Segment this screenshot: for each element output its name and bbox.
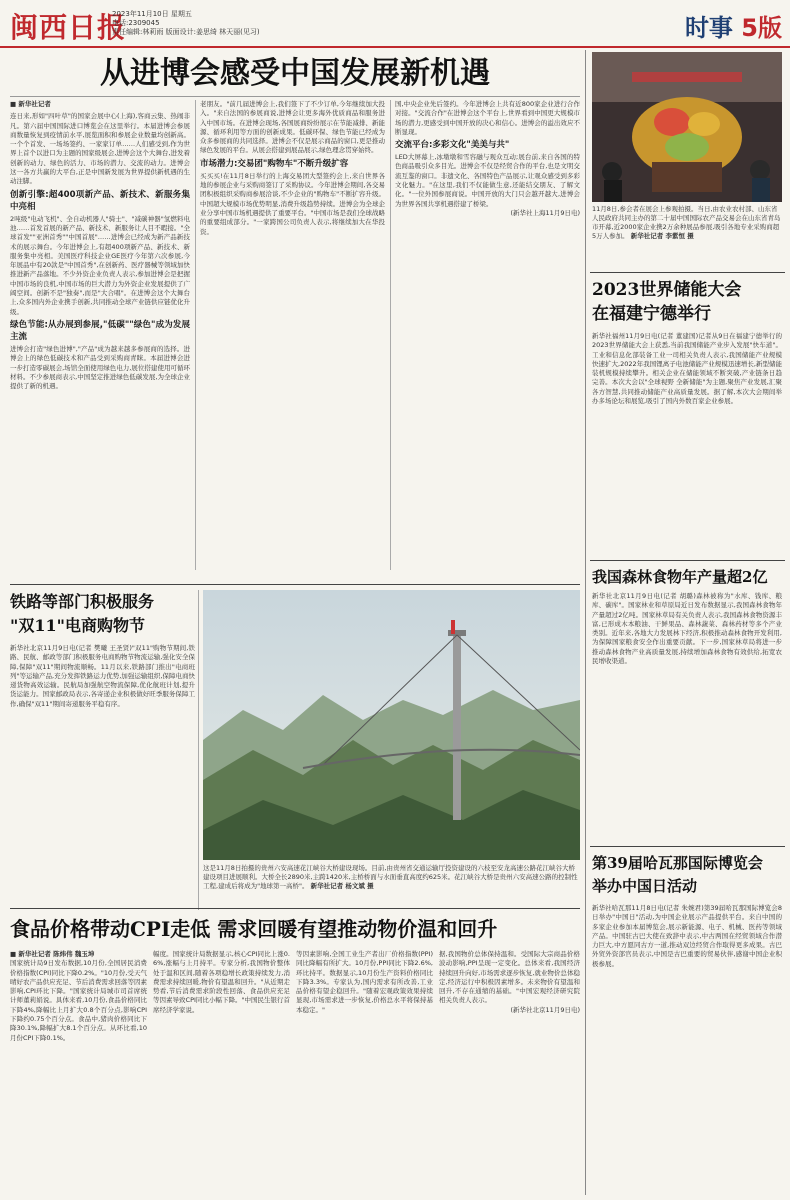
railway-headline [10,590,195,640]
main-subhead-1: 创新引擎:超400项新产品、新技术、新服务集中亮相 [10,189,190,212]
railway-headline-line2: "双11"电商购物节 [10,616,145,635]
newspaper-logo: 闽西日报 [10,11,127,44]
section-name: 时事 [684,14,733,42]
cpi-end-note: (新华社北京11月9日电) [510,1005,580,1014]
agriculture-photo-caption: 11月8日,参会者在展会上参观拍摄。当日,由农业农村部、山东省人民政府共同主办的第二十届中国国际农产品交易会在山东省青岛市开幕,近2000家企业携2万余种展品参展,吸引各地专业采购商超5万人参加。 [592,205,781,240]
bridge-photo-caption-block [203,864,580,902]
storage-headline [592,278,782,328]
bridge-photo [203,590,580,860]
cpi-col4 [439,950,580,1195]
page-number: 5版 [741,14,782,42]
agriculture-photo-credit: 新华社记者 李紫恒 摄 [630,232,694,240]
main-byline: ■ 新华社记者 [10,100,51,108]
agriculture-expo-photo [592,52,782,202]
cpi-col2: 幅度。国家统计局数据显示,核心CPI同比上涨0.6%,涨幅与上月持平。专家分析,我国物价整体处于温和区间,随着各项稳增长政策持续发力,消费需求持续回暖,物价有望温和回升。"从近期走势看,节后消费需求阶段性回落、食品供应充足等因素导致CPI同比小幅下降。"中国民生银行首席经济学家说。 [153,950,290,1014]
main-headline: 从进博会感受中国发展新机遇 [100,56,490,91]
havana-headline-line1: 第39届哈瓦那国际博览会 [592,854,763,872]
main-article-col2 [200,100,385,580]
storage-body: 新华社福州11月9日电(记者 董建国)记者从9日在福建宁德举行的2023世界储能大会上获悉,当前我国储能产业步入发展"快车道"。工业和信息化部装备工业一司相关负责人表示,我国储能产业规模快速扩大,2022年我国锂离子电池储能产业规模迅速增长,新型储能装机规模持续攀升。相关企业在储能领域不断突破,产业链条日趋完善。本次大会以"全球视野 全新储能"为主题,聚焦产业发展,汇聚各方智慧,共同推动储能产业高质量发展。据了解,本次大会期间举办多场论坛和展览,吸引了国内外数百家企业参展。 [592,332,782,406]
agriculture-photo-caption-block [592,205,782,267]
storage-headline-line1: 2023世界储能大会 [592,280,742,300]
editors-line: 责任编辑:林莉雨 版面设计:姜思绮 林天丽(见习) [112,28,260,36]
main-col3b-text: LED大屏幕上,冰墩墩和雪容融与观众互动;展台前,来自各国的特色商品吸引众多目光。进博会不仅是经贸合作的平台,也是文明交流互鉴的窗口。非遗文化、各国特色产品展示,让观众感受到多彩文化魅力。"在这里,我们不仅能做生意,还能结交朋友、了解文化。"一位外国参展商说。中国开放的大门只会越开越大,进博会为世界各国共享机遇搭建了桥梁。 [395,153,580,208]
main-col2b-text: 买买买!在11月8日举行的上海交易团大型签约会上,来自世界各地的参展企业与采购商签订了采购协议。今年进博会期间,各交易团积极组织采购商参展洽谈,不少企业的"购物车"不断扩容升级。中国超大规模市场优势明显,消费升级趋势持续。进博会为全球企业分享中国市场机遇提供了重要平台。"中国市场是我们全球战略的重要组成部分。"一家跨国公司负责人表示,将继续加大在华投资。 [200,171,385,236]
cpi-byline: ■ 新华社记者 陈炜伟 魏玉坤 [10,950,95,958]
main-col2-text: 老朋友。"前几届进博会上,我们签下了不少订单,今年继续加大投入。"来自法国的参展商说,进博会让更多海外优质商品和服务进入中国市场。在进博会现场,各国展商纷纷展示在节能减排、新能源、循环利用等方面的创新成果。低碳环保、绿色节能已经成为众多参展商的共同选择。进博会不仅是展示商品的窗口,更是推动绿色发展的平台。从展会搭建到展品展示,绿色理念贯穿始终。 [200,100,385,155]
bridge-photo-credit: 新华社记者 杨文斌 摄 [310,882,374,890]
date-line: 2023年11月10日 星期五 [112,10,192,18]
main-body-2: 进博会打造"绿色进博","产品"成为越来越多参展商的选择。进博会上的绿色低碳技术和产品受到采购商青睐。本届进博会进一步打造零碳展会,场馆全面使用绿色电力,展位搭建使用可循环材料。不少参展商表示,中国坚定推进绿色低碳发展,为全球企业提供了新的机遇。 [10,344,190,391]
havana-body: 新华社哈瓦那11月8日电(记者 朱婉君)第39届哈瓦那国际博览会8日举办"中国日"活动,为中国企业展示产品提供平台。来自中国的多家企业参加本届博览会,展示新能源、电子、机械、医药等领域产品。中国驻古巴大使在致辞中表示,中古两国在经贸领域合作潜力巨大,中方愿同古方一道,推动双边经贸合作取得更多成果。古巴外贸外资部官员表示,中国是古巴重要的贸易伙伴,感谢中国企业积极参展。 [592,904,782,968]
forest-headline: 我国森林食物年产量超2亿 [592,568,768,586]
cpi-col3: 等因素影响,全国工业生产者出厂价格指数(PPI)同比降幅有所扩大。10月份,PPI同比下降2.6%,环比持平。数据显示,10月份生产资料价格同比下降3.3%。专家认为,国内需求有所改善,工业品价格有望企稳回升。"随着宏观政策效果持续显现,市场需求进一步恢复,价格总水平将保持基本稳定。" [296,950,433,1014]
main-subhead-3: 市场潜力:交易团"购物车"不断升级扩容 [200,158,349,169]
main-body-1: 2吨级"电动飞机"、全自动机器人"骑士"、"减碳神器"氢燃料电池……首发首展的新产品、新技术、新服务让人目不暇接。"全球首发""亚洲首秀""中国首展"……进博会已经成为新产品新技术的展示舞台。今年进博会上,有超400项新产品、新技术、新服务集中亮相。美国医疗科技企业GE医疗今年第六次参展,今年展品中有20款是"中国首秀",在创新药、医疗器械等领域加快推进新产品落地。不少外资企业负责人表示,参加进博会是把握中国市场的良机,中国市场的巨大潜力为外资企业发展提供了广阔空间。创新不是"独奏",而是"大合唱"。在进博会这个大舞台上,众多国内外企业携手创新,共同推动全球产业链供应链优化升级。 [10,214,190,316]
main-intro: 连日来,形如"四叶草"的国家会展中心(上海),客商云集、热闹非凡。第六届中国国际进口博览会在这里举行。本届进博会参展商数量恢复到疫情前水平,展览面积和参展企业数量均创新高。一个个首发、一场场签约、一家家订单……人们感受到,作为世界上首个以进口为主题的国家级展会,进博会这个大舞台,进发着创新的动力、绿色的活力、市场的潜力、交流的动力。进博会这一各方共赢的大平台,正是中国新发展为世界提供新机遇的生动注脚。 [10,112,190,186]
railway-body: 新华社北京11月9日电(记者 樊曦 王圣贤)"双11"购物节期间,铁路、民航、邮政等部门积极服务电商购物节物流运输,强化安全保障,保障"双11"期间物流顺畅。11月以来,铁路部门推出"电商班列"等运输产品,充分发挥铁路运力优势,加强运输组织,保障电商快递货物高效运输。民航局加强航空物流保障,优化航班计划,提升货运能力。国家邮政局表示,各寄递企业积极做好旺季服务保障工作,确保"双11"期间寄递服务平稳有序。 [10,644,195,708]
cpi-col1-text: 国家统计局9日发布数据,10月份,全国居民消费价格指数(CPI)同比下降0.2%。"10月份,受天气晴好农产品供应充足、节后消费需求回落等因素影响,CPI环比下降。"国家统计局城市司首席统计师董莉娟说。具体来看,10月份,食品价格同比下降4%,降幅比上月扩大0.8个百分点,影响CPI下降约0.75个百分点。食品中,猪肉价格同比下降30.1%,降幅扩大8.1个百分点。从环比看,10月份CPI下降0.1%。 [10,959,147,1042]
section-label [685,8,782,43]
cpi-col4-text: 据,我国物价总体保持温和。受国际大宗商品价格波动影响,PPI呈现一定变化。总体来看,我国经济持续回升向好,市场需求逐步恢复,就业物价总体稳定,经济运行中积极因素增多。未来物价有望温和回升,不存在通缩的基础。"中国宏观经济研究院相关负责人表示。 [439,950,580,1005]
main-end-note: (新华社上海11月9日电) [510,208,580,217]
main-col3-text: 国,中央企业先后签约。今年进博会上共有近800家企业进行合作对接。"交流合作"在进博会这个平台上,世界看到中国更大规模市场的潜力,更感受到中国开放的决心和信心。进博会的溢出效应不断显现。 [395,100,580,136]
masthead [0,0,790,48]
main-article-col1 [10,100,190,580]
phone-line: 电话:2309045 [112,19,160,27]
forest-body: 新华社北京11月9日电(记者 胡璐)森林被称为"水库、钱库、粮库、碳库"。国家林业和草原局近日发布数据显示,我国森林食物年产量超过2亿吨。国家林草局有关负责人表示,我国森林食物资源丰富,已形成木本粮油、干鲜果品、森林蔬菜、森林药材等多个产业类别。近年来,各地大力发展林下经济,积极推动森林食物开发利用,为保障国家粮食安全作出重要贡献。下一步,国家林草局将进一步推动森林食物产业高质量发展,持续增加森林食物有效供给,拓宽农民增收渠道。 [592,592,782,666]
storage-headline-line2: 在福建宁德举行 [592,304,711,324]
bridge-photo-caption: 这是11月8日拍摄的贵州六安高速花江峡谷大桥建设现场。目前,由贵州省交通运输厅投资建设的六枝至安龙高速公路花江峡谷大桥建设项目进展顺利。大桥全长2890米,主跨1420米,主桥桥面与水面垂直高度约625米。花江峡谷大桥是贵州六安高速公路的控制性工程,建成后将成为"地球第一高桥"。 [203,864,578,890]
cpi-col1 [10,950,147,1195]
railway-headline-line1: 铁路等部门积极服务 [10,592,155,611]
havana-headline-line2: 举办中国日活动 [592,877,698,895]
cpi-headline: 食品价格带动CPI走低 需求回暖有望推动物价温和回升 [10,917,498,941]
main-article-col3 [395,100,580,580]
havana-headline [592,852,782,900]
issue-meta [112,10,260,37]
main-subhead-4: 交流平台:多彩文化"美美与共" [395,140,510,151]
main-subhead-2: 绿色节能:从办展到参展,"低碳""绿色"成为发展主流 [10,319,190,342]
